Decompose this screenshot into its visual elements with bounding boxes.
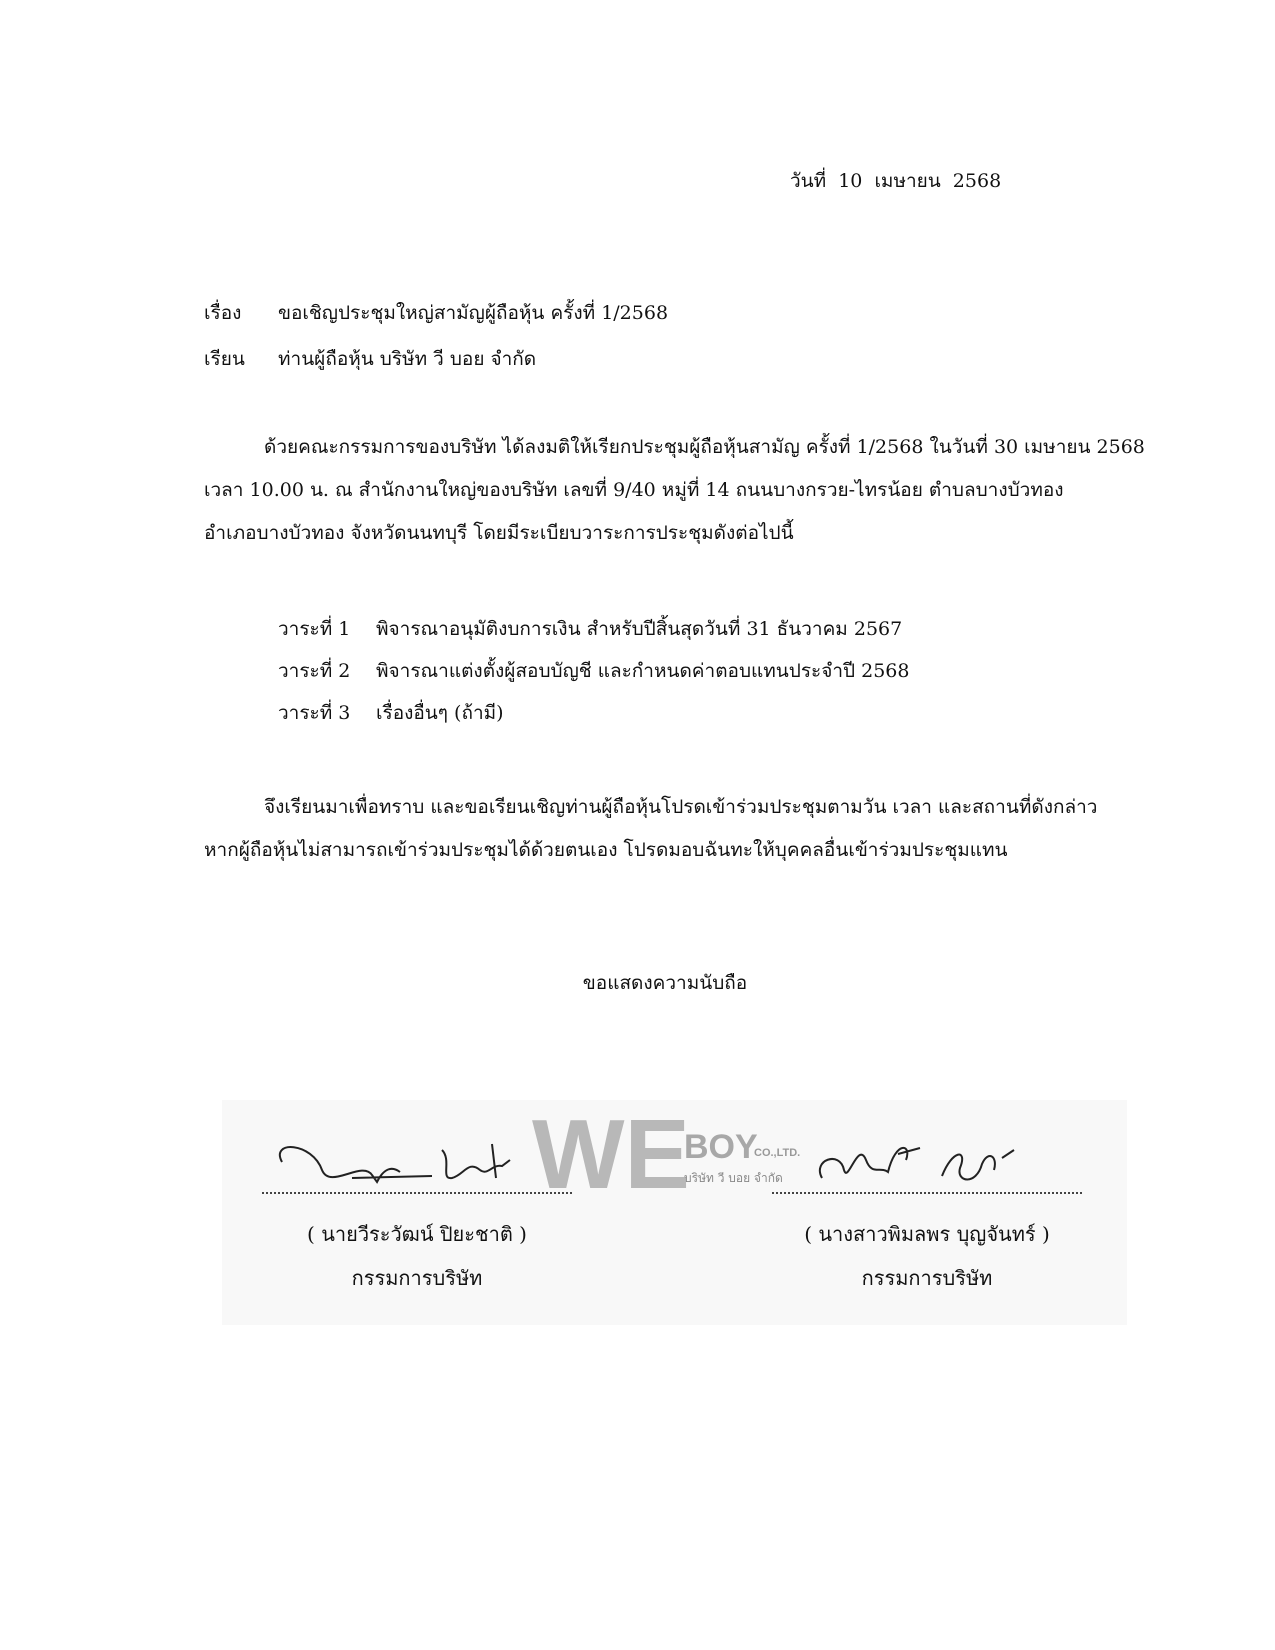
handwritten-signature-right (762, 1120, 1092, 1200)
closing-line: จึงเรียนมาเพื่อทราบ และขอเรียนเชิญท่านผู้ถือหุ้นโปรดเข้าร่วมประชุมตามวัน เวลา และสถานที่ดังกล่าว (264, 796, 1098, 818)
recipient-text: ท่านผู้ถือหุ้น บริษัท วี บอย จำกัด (278, 348, 537, 370)
agenda-text: เรื่องอื่นๆ (ถ้ามี) (376, 702, 504, 724)
recipient-row (204, 344, 536, 374)
intro-paragraph (204, 426, 1145, 555)
closing-paragraph (204, 786, 1104, 872)
agenda-label: วาระที่ 1 (278, 618, 351, 640)
signer-name: ( นายวีระวัฒน์ ปิยะชาติ ) (307, 1222, 527, 1246)
signer-name: ( นางสาวพิมลพร บุญจันทร์ ) (804, 1222, 1050, 1246)
handwritten-signature-left (252, 1120, 582, 1200)
agenda-label: วาระที่ 3 (278, 702, 351, 724)
signer-title: กรรมการบริษัท (861, 1266, 993, 1290)
agenda-item (278, 698, 504, 728)
signature-line (262, 1192, 572, 1194)
intro-line: ด้วยคณะกรรมการของบริษัท ได้ลงมติให้เรียกประชุมผู้ถือหุ้นสามัญ ครั้งที่ 1/2568 ในวันที่ 30 เมษายน 2568 (264, 436, 1145, 458)
agenda-label: วาระที่ 2 (278, 660, 351, 682)
agenda-text: พิจารณาแต่งตั้งผู้สอบบัญชี และกำหนดค่าตอบแทนประจำปี 2568 (376, 660, 910, 682)
letter-date: วันที่ 10 เมษายน 2568 (790, 170, 1002, 192)
subject-label: เรื่อง (204, 302, 242, 324)
agenda-item (278, 614, 902, 644)
closing-salutation: ขอแสดงความนับถือ (582, 972, 748, 994)
recipient-label: เรียน (204, 348, 245, 370)
agenda-text: พิจารณาอนุมัติงบการเงิน สำหรับปีสิ้นสุดวันที่ 31 ธันวาคม 2567 (376, 618, 903, 640)
subject-row (204, 298, 668, 328)
agenda-item (278, 656, 909, 686)
subject-text: ขอเชิญประชุมใหญ่สามัญผู้ถือหุ้น ครั้งที่ 1/2568 (278, 302, 669, 324)
stamp-logo: WE (532, 1110, 690, 1200)
intro-line: อำเภอบางบัวทอง จังหวัดนนทบุรี โดยมีระเบียบวาระการประชุมดังต่อไปนี้ (204, 522, 794, 544)
closing-line: หากผู้ถือหุ้นไม่สามารถเข้าร่วมประชุมได้ด้วยตนเอง โปรดมอบฉันทะให้บุคคลอื่นเข้าร่วมประชุมแทน (204, 839, 1008, 861)
signature-area (222, 1100, 1127, 1325)
stamp-suffix: CO.,LTD. (754, 1147, 801, 1159)
signature-line (772, 1192, 1082, 1194)
intro-line: เวลา 10.00 น. ณ สำนักงานใหญ่ของบริษัท เลขที่ 9/40 หมู่ที่ 14 ถนนบางกรวย-ไทรน้อย ตำบลบางบัวทอง (204, 479, 1064, 501)
stamp-thai-name: บริษัท วี บอย จำกัด (684, 1171, 783, 1185)
stamp-brand: BOY (684, 1128, 758, 1166)
signer-title: กรรมการบริษัท (351, 1266, 483, 1290)
